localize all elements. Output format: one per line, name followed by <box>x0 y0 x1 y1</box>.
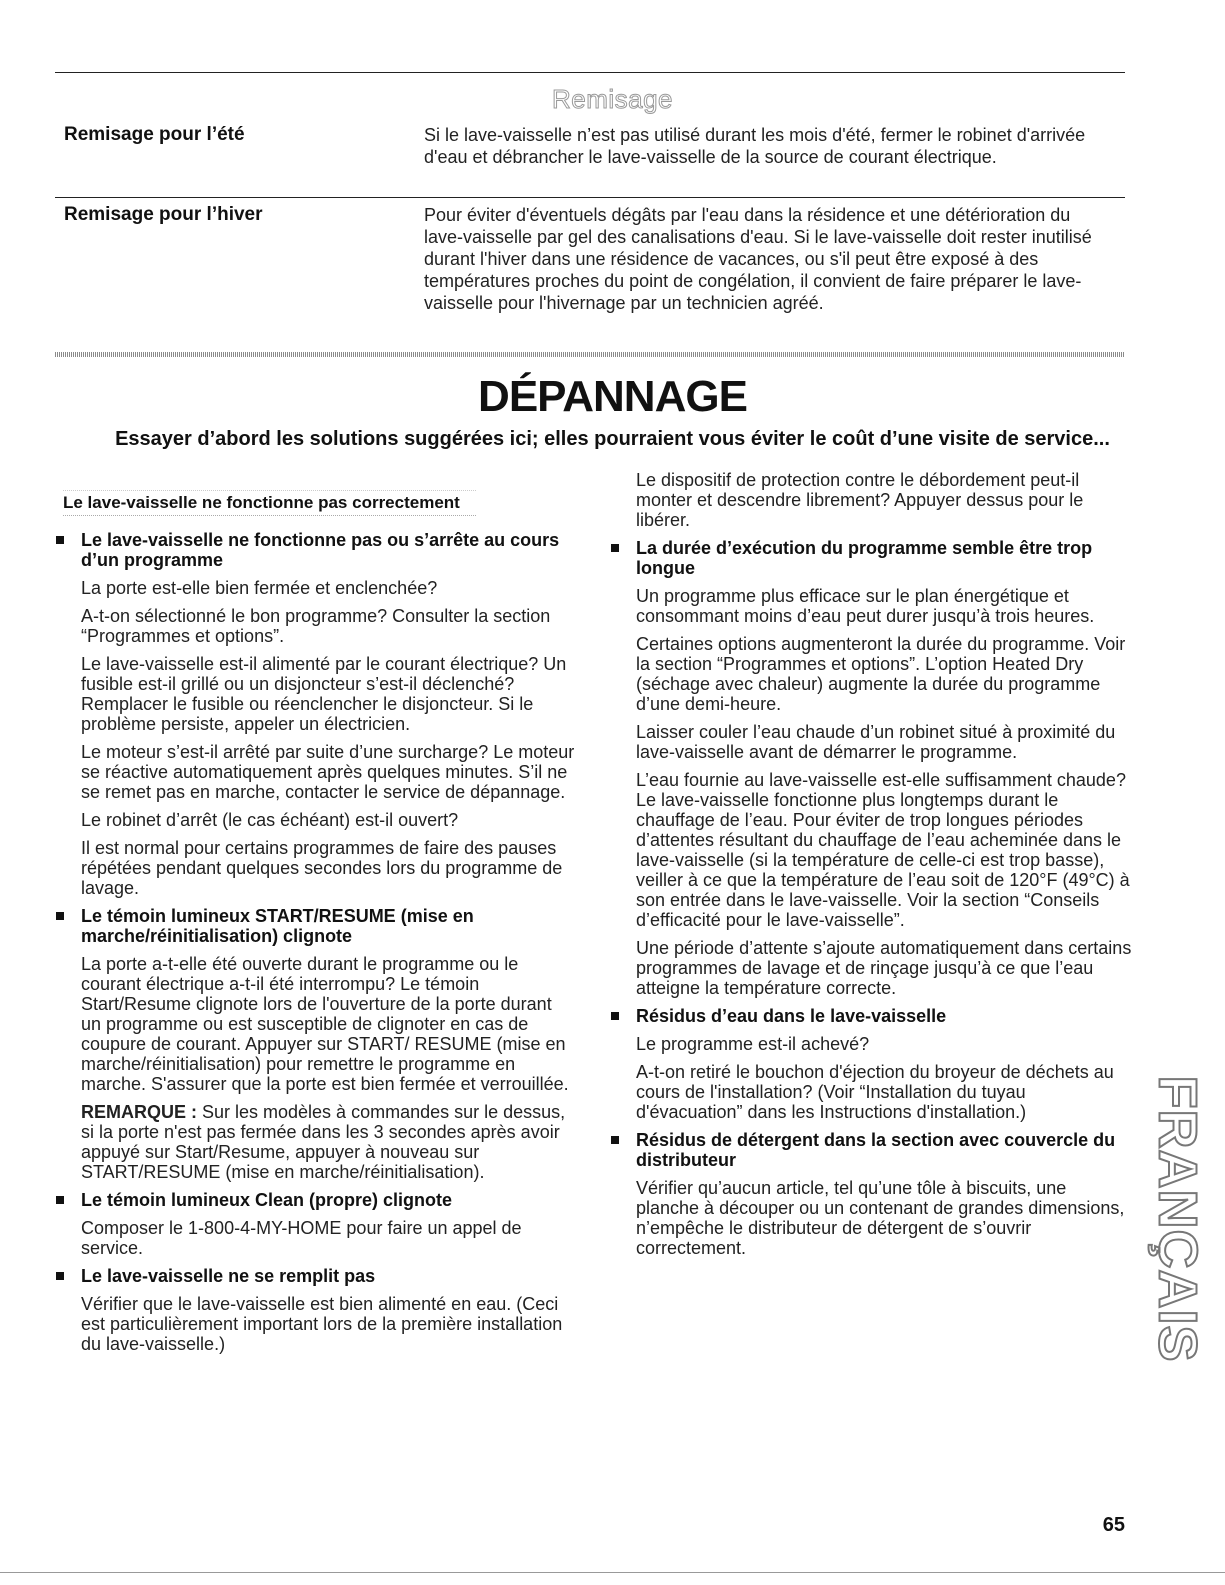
item-paragraph: Le robinet d’arrêt (le cas échéant) est-il ouvert? <box>81 810 459 830</box>
language-side-tab-label: FRANÇAIS <box>1147 1075 1207 1363</box>
troubleshooting-item <box>610 1130 1132 1258</box>
troubleshooting-item <box>55 1266 575 1354</box>
item-paragraph: A-t-on sélectionné le bon programme? Consulter la section “Programmes et options”. <box>81 606 551 646</box>
troubleshooting-item <box>55 1190 575 1258</box>
item-paragraph: Le programme est-il achevé? <box>636 1034 870 1054</box>
item-paragraph: Vérifier que le lave-vaisselle est bien alimenté en eau. (Ceci est particulièrement important lors de la première installation du lave-vaisselle.) <box>81 1294 563 1354</box>
winter-storage-label: Remisage pour l’hiver <box>64 204 263 225</box>
page-number: 65 <box>1102 1514 1125 1536</box>
section-separator <box>55 352 1125 357</box>
bullet-icon <box>611 1136 619 1144</box>
note-text: Sur les modèles à commandes sur le dessus, si la porte n'est pas fermée dans les 3 secondes après avoir appuyé sur Start/Resume, appuyer à nouveau sur START/RESUME (mise en marche/réinitialisation). <box>81 1102 566 1182</box>
item-paragraph: Le dispositif de protection contre le débordement peut-il monter et descendre librement? Appuyer dessus pour le libérer. <box>636 470 1084 530</box>
item-paragraph: La porte a-t-elle été ouverte durant le programme ou le courant électrique a-t-il été interrompu? Le témoin Start/Resume clignote lors de l'ouverture de la porte durant un programme ou est susceptible de clignoter en cas de coupure de courant. Appuyer sur START/ RESUME (mise en marche/réinitialisation) pour remettre le programme en marche. S'assurer que la porte est bien fermée et verrouillée. <box>81 954 569 1094</box>
language-side-tab <box>1140 1075 1214 1363</box>
item-paragraph: Un programme plus efficace sur le plan énergétique et consommant moins d’eau peut durer jusqu’à trois heures. <box>636 586 1095 626</box>
item-paragraph: Le moteur s’est-il arrêté par suite d’une surcharge? Le moteur se réactive automatiquement après quelques minutes. S’il ne se remet pas en marche, contacter le service de dépannage. <box>81 742 575 802</box>
item-paragraph: Le lave-vaisselle est-il alimenté par le courant électrique? Un fusible est-il grillé ou un disjoncteur s’est-il déclenché? Remplacer le fusible ou réenclencher le disjoncteur. Si le problème persiste, appeler un électricien. <box>81 654 567 734</box>
troubleshooting-item <box>55 530 575 898</box>
item-title: Résidus d’eau dans le lave-vaisselle <box>636 1006 947 1026</box>
item-title: Le témoin lumineux Clean (propre) clignote <box>81 1190 453 1210</box>
item-paragraph: Composer le 1-800-4-MY-HOME pour faire un appel de service. <box>81 1218 522 1258</box>
item-note <box>81 1102 575 1182</box>
item-paragraph: A-t-on retiré le bouchon d'éjection du broyeur de déchets au cours de l'installation? (Voir “Installation du tuyau d'évacuation” dans les Instructions d'installation.) <box>636 1062 1114 1122</box>
right-column <box>610 470 1132 1266</box>
item-title: La durée d’exécution du programme semble être trop longue <box>636 538 1093 578</box>
winter-storage-text: Pour éviter d'éventuels dégâts par l'eau dans la résidence et une détérioration du lave-vaisselle par gel des canalisations d'eau. Si le lave-vaisselle doit rester inutilisé durant l'hiver dans une résidence de vacances, ou s'il peut être exposé à des températures proches du point de congélation, il convient de faire préparer le lave-vaisselle pour l'hivernage par un technicien agréé. <box>424 205 1092 313</box>
top-rule <box>55 72 1125 73</box>
troubleshooting-item <box>610 1006 1132 1122</box>
item-paragraph: L’eau fournie au lave-vaisselle est-elle suffisamment chaude? Le lave-vaisselle fonctionne plus longtemps durant le chauffage de l’eau. Pour éviter de trop longues périodes d’attentes résultant du chauffage de l’eau acheminée dans le lave-vaisselle (si la température de celle-ci est trop basse), veiller à ce que la température de l’eau soit de 120°F (49°C) à son entrée dans le lave-vaisselle. Voir la section “Conseils d’efficacité pour le lave-vaisselle”. <box>636 770 1130 930</box>
storage-divider <box>55 197 1125 198</box>
item-paragraph: Certaines options augmenteront la durée du programme. Voir la section “Programmes et options”. L’option Heated Dry (séchage avec chaleur) augmente la durée du programme d’une demi-heure. <box>636 634 1126 714</box>
item-paragraph: Vérifier qu’aucun article, tel qu’une tôle à biscuits, une planche à découper ou un contenant de grandes dimensions, n’empêche le distributeur de détergent de s’ouvrir correctement. <box>636 1178 1125 1258</box>
item-paragraph: Une période d’attente s’ajoute automatiquement dans certains programmes de lavage et de rinçage jusqu’à ce que l’eau atteigne la température correcte. <box>636 938 1132 998</box>
troubleshooting-item <box>610 538 1132 998</box>
troubleshooting-item <box>55 906 575 1182</box>
bottom-rule <box>0 1572 1225 1573</box>
item-title: Résidus de détergent dans la section avec couvercle du distributeur <box>636 1130 1116 1170</box>
item-title: Le lave-vaisselle ne se remplit pas <box>81 1266 376 1286</box>
left-column <box>55 470 575 1362</box>
item-title: Le lave-vaisselle ne fonctionne pas ou s’arrête au cours d’un programme <box>81 530 560 570</box>
item-paragraph: Il est normal pour certains programmes de faire des pauses répétées pendant quelques secondes lors du programme de lavage. <box>81 838 563 898</box>
bullet-icon <box>56 1272 64 1280</box>
storage-section-title: Remisage <box>551 84 674 114</box>
bullet-icon <box>611 1012 619 1020</box>
item-paragraph: Laisser couler l’eau chaude d’un robinet situé à proximité du lave-vaisselle avant de démarrer le programme. <box>636 722 1116 762</box>
item-paragraph: La porte est-elle bien fermée et enclenchée? <box>81 578 438 598</box>
bullet-icon <box>56 912 64 920</box>
bullet-icon <box>611 544 619 552</box>
problem-category-heading: Le lave-vaisselle ne fonctionne pas correctement <box>63 490 476 516</box>
summer-storage-text: Si le lave-vaisselle n’est pas utilisé durant les mois d'été, fermer le robinet d'arrivée d'eau et débrancher le lave-vaisselle de la source de courant électrique. <box>424 125 1086 167</box>
note-label: REMARQUE : <box>81 1102 197 1122</box>
summer-storage-label: Remisage pour l’été <box>64 124 245 145</box>
page-subtitle: Essayer d’abord les solutions suggérées ici; elles pourraient vous éviter le coût d’une visite de service... <box>115 428 1110 450</box>
item-title: Le témoin lumineux START/RESUME (mise en marche/réinitialisation) clignote <box>81 906 474 946</box>
page-title: DÉPANNAGE <box>478 372 747 421</box>
bullet-icon <box>56 1196 64 1204</box>
bullet-icon <box>56 536 64 544</box>
